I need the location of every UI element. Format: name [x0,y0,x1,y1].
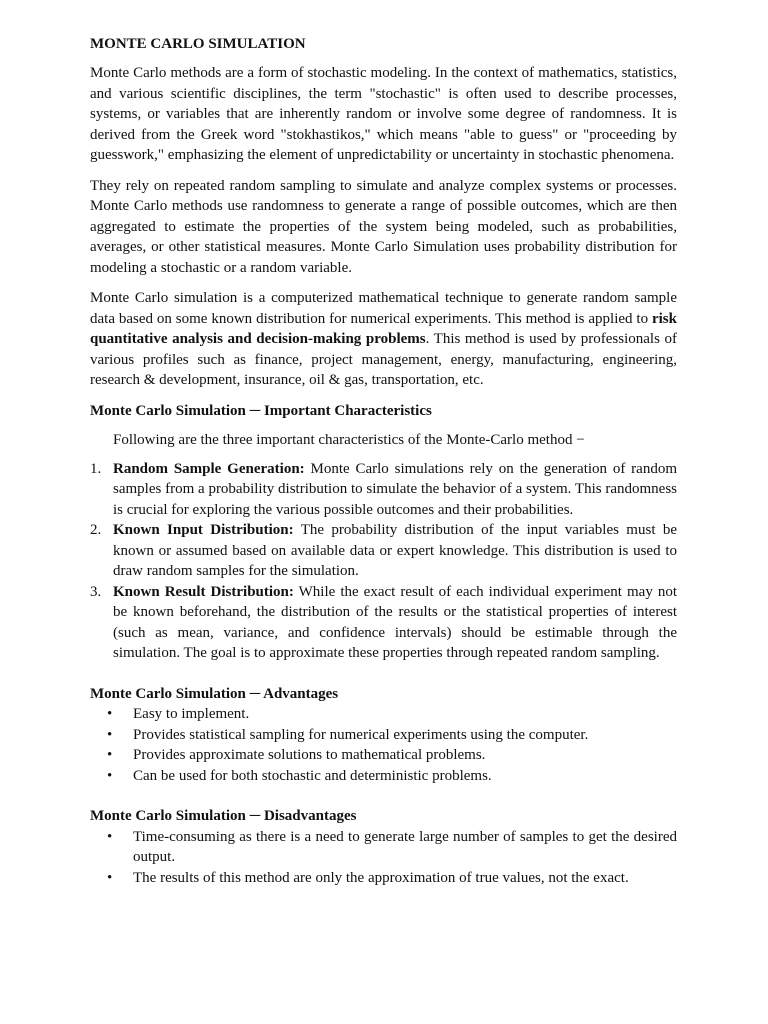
list-item-number: 3. [90,583,102,600]
document-page [90,34,677,888]
list-item-text: Can be used for both stochastic and deterministic problems. [133,767,492,784]
list-item-term: Known Result Distribution: [113,583,294,600]
disadvantages-list [90,827,677,889]
spacer [90,786,677,806]
bullet-icon: • [107,767,113,784]
list-item-text: Provides statistical sampling for numerical experiments using the computer. [133,726,589,743]
list-item-text: Provides approximate solutions to mathematical problems. [133,747,486,763]
list-item [90,520,677,582]
advantages-list [90,704,677,786]
list-item [90,725,677,746]
paragraph-bold-phrase: risk quantitative analysis and decision-making problems [90,310,677,347]
bullet-icon: • [107,706,113,722]
list-item-text: The results of this method are only the approximation of true values, not the exact. [133,869,629,886]
list-item-text: While the exact result of each individual experiment may not be known beforehand, the distribution of the results or the statistical properties of interest (such as mean, variance, and confidence intervals) should be estimable through the simulation. The goal is to approximate these properties through repeated random sampling. [113,583,678,661]
list-item-number: 1. [90,460,102,477]
list-item [90,459,677,521]
list-item-text: The probability distribution of the input variables must be known or assumed based on available data or expert knowledge. This distribution is used to draw random samples for the simulation. [113,522,677,579]
spacer [90,664,677,684]
list-item [90,745,677,766]
list-item-term: Known Input Distribution: [113,522,294,538]
bullet-icon: • [107,726,113,743]
characteristics-intro: Following are the three important characteristics of the Monte-Carlo method − [113,432,585,448]
list-item-text: Monte Carlo simulations rely on the generation of random samples from a probability distribution to simulate the behavior of a system. This randomness is crucial for exploring the various possible outcomes and their probabilities. [113,460,678,518]
paragraph-text-after: . This method is used by professionals of various profiles such as finance, project management, energy, manufacturing, engineering, research & development, insurance, oil & gas, transportation, etc. [90,331,677,388]
paragraph-stochastic-definition: Monte Carlo methods are a form of stochastic modeling. In the context of mathematics, statistics, and various scientific disciplines, the term "stochastic" is often used to describe processes, systems, or variables that are inherently random or involve some degree of randomness. It is derived from the Greek word "stokhastikos," which means "able to guess" or "proceeding by guesswork," emphasizing the element of unpredictability or uncertainty in stochastic phenomena. [90,65,677,163]
list-item-text: Easy to implement. [133,706,250,722]
list-item-text: Time-consuming as there is a need to generate large number of samples to get the desired output. [133,828,677,865]
list-item [90,582,677,664]
list-item [90,868,677,889]
paragraph-random-sampling: They rely on repeated random sampling to simulate and analyze complex systems or processes. Monte Carlo methods use randomness to generate a range of possible outcomes, which are then aggregated to estimate the properties of the system being modeled, such as probabilities, averages, or other statistical measures. Monte Carlo Simulation uses probability distribution for modeling a stochastic or a random variable. [90,177,677,276]
paragraph-text-before: Monte Carlo simulation is a computerized mathematical technique to generate random sample data based on some known distribution for numerical experiments. This method is applied to [90,290,677,327]
section-heading-disadvantages: Monte Carlo Simulation ─ Disadvantages [90,808,357,824]
section-heading-advantages: Monte Carlo Simulation ─ Advantages [90,685,339,702]
document-title: MONTE CARLO SIMULATION [90,36,306,52]
paragraph-computerized-technique [90,288,677,391]
bullet-icon: • [107,747,113,763]
list-item-number: 2. [90,522,102,538]
bullet-icon: • [107,828,113,845]
bullet-icon: • [107,869,113,886]
list-item [90,827,677,868]
section-heading-characteristics: Monte Carlo Simulation ─ Important Characteristics [90,402,432,419]
list-item [90,704,677,725]
characteristics-list [90,459,677,664]
list-item-term: Random Sample Generation: [113,460,305,477]
list-item [90,766,677,787]
